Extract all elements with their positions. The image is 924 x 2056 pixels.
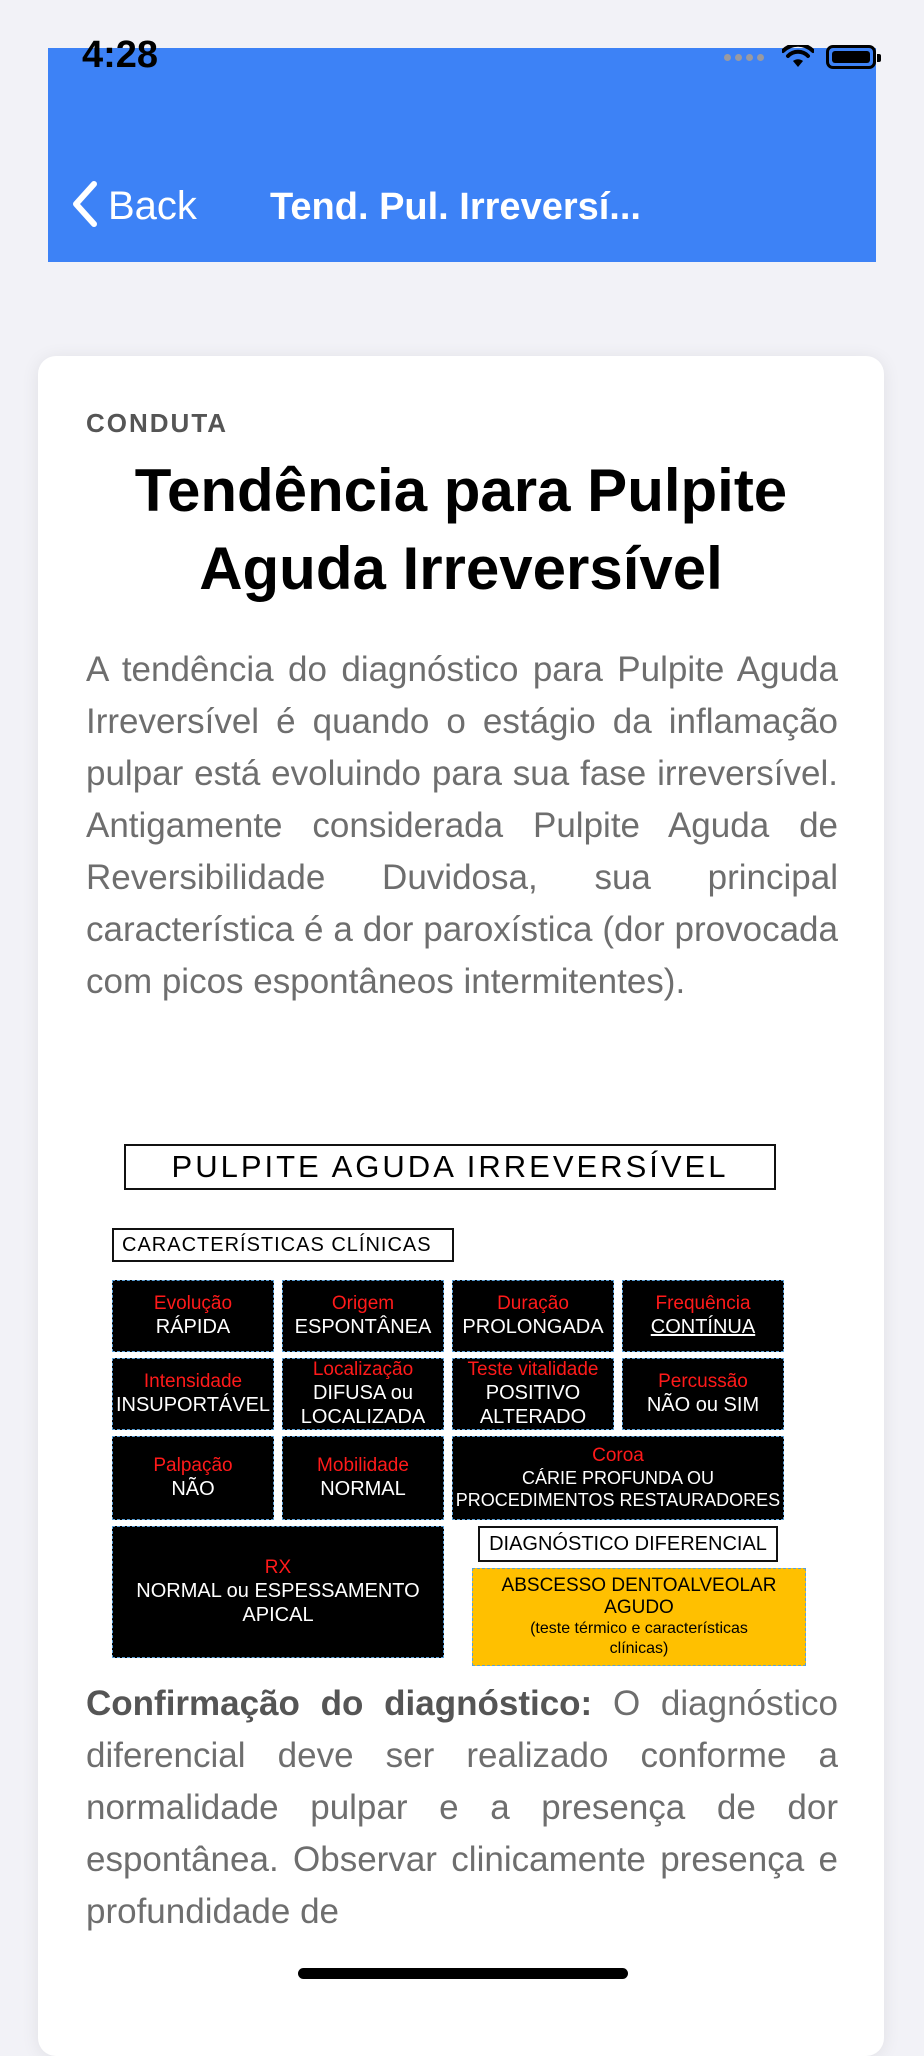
cell-intensidade — [112, 1358, 274, 1430]
cell-rx — [112, 1526, 444, 1658]
cell-label: Percussão — [658, 1371, 748, 1392]
differential-note: (teste térmico e características — [530, 1620, 748, 1637]
cell-label: Localização — [312, 1359, 414, 1380]
cell-value: CONTÍNUA — [650, 1316, 756, 1338]
cell-palpacao — [112, 1436, 274, 1520]
cell-label: Intensidade — [143, 1371, 243, 1392]
infographic-title: PULPITE AGUDA IRREVERSÍVEL — [124, 1144, 776, 1190]
back-label: Back — [108, 184, 197, 228]
cell-localizacao — [282, 1358, 444, 1430]
cell-frequencia — [622, 1280, 784, 1352]
wifi-icon — [782, 45, 814, 69]
cell-evolucao — [112, 1280, 274, 1352]
cell-value: APICAL — [242, 1604, 314, 1626]
cell-origem — [282, 1280, 444, 1352]
cell-coroa — [452, 1436, 784, 1520]
infographic-subtitle: CARACTERÍSTICAS CLÍNICAS — [112, 1228, 454, 1262]
section-kicker: CONDUTA — [86, 408, 229, 438]
cell-label: Origem — [331, 1293, 395, 1314]
nav-title: Tend. Pul. Irreversí... — [270, 186, 641, 228]
cell-teste-vitalidade — [452, 1358, 614, 1430]
cell-value: NORMAL ou ESPESSAMENTO — [136, 1580, 420, 1602]
cell-value: ALTERADO — [479, 1406, 587, 1428]
cell-value: RÁPIDA — [155, 1316, 231, 1338]
signal-icon — [724, 54, 764, 61]
cell-mobilidade — [282, 1436, 444, 1520]
cell-value: DIFUSA ou — [312, 1382, 414, 1404]
differential-diagnosis-box — [472, 1568, 806, 1666]
confirmation-paragraph — [86, 1678, 838, 1938]
cell-value: NÃO ou SIM — [646, 1394, 760, 1416]
battery-icon — [826, 45, 876, 69]
cell-duracao — [452, 1280, 614, 1352]
differential-title: DIAGNÓSTICO DIFERENCIAL — [478, 1526, 778, 1562]
cell-label: RX — [264, 1557, 292, 1578]
cell-value: CÁRIE PROFUNDA OU — [521, 1468, 715, 1488]
confirmation-heading: Confirmação do diagnóstico: — [86, 1684, 593, 1723]
differential-note: clínicas) — [609, 1640, 669, 1657]
page-title: Tendência para Pulpite Aguda Irreversível — [134, 457, 788, 602]
chevron-left-icon — [70, 180, 98, 233]
cell-label: Duração — [497, 1293, 569, 1314]
cell-percussao — [622, 1358, 784, 1430]
back-button[interactable] — [70, 180, 197, 233]
cell-value: PROCEDIMENTOS RESTAURADORES — [455, 1490, 781, 1510]
description-paragraph: A tendência do diagnóstico para Pulpite Aguda Irreversível é quando o estágio da inflamação pulpar está evoluindo para sua fase irreversível. Antigamente considerada Pulpite Aguda de Reversibilidade Duvidosa, sua principal característica é a dor paroxística (dor provocada com picos espontâneos intermitentes). — [86, 650, 838, 1001]
differential-line: ABSCESSO DENTOALVEOLAR — [501, 1575, 777, 1596]
cell-value: INSUPORTÁVEL — [115, 1394, 271, 1416]
cell-label: Coroa — [592, 1445, 644, 1466]
status-icons — [724, 42, 876, 72]
cell-value: POSITIVO — [485, 1382, 581, 1404]
cell-label: Frequência — [655, 1293, 751, 1314]
cell-label: Palpação — [153, 1455, 233, 1476]
status-time: 4:28 — [82, 34, 159, 76]
home-indicator[interactable] — [298, 1968, 628, 1979]
differential-line: AGUDO — [604, 1597, 674, 1618]
cell-value: PROLONGADA — [462, 1316, 604, 1338]
cell-value: NORMAL — [320, 1478, 406, 1500]
cell-label: Mobilidade — [317, 1455, 409, 1476]
confirmation-text: O diagnóstico diferencial deve ser realizado conforme a normalidade pulpar e a presença de dor espontânea. Observar clinicamente presença e profundidade de — [86, 1684, 838, 1931]
cell-label: Evolução — [153, 1293, 233, 1314]
cell-value: LOCALIZADA — [300, 1406, 426, 1428]
cell-value: ESPONTÂNEA — [294, 1316, 432, 1338]
cell-label: Teste vitalidade — [467, 1359, 599, 1380]
diagnosis-infographic — [115, 1144, 802, 1657]
cell-value: NÃO — [171, 1478, 215, 1500]
content-card — [38, 356, 884, 2056]
